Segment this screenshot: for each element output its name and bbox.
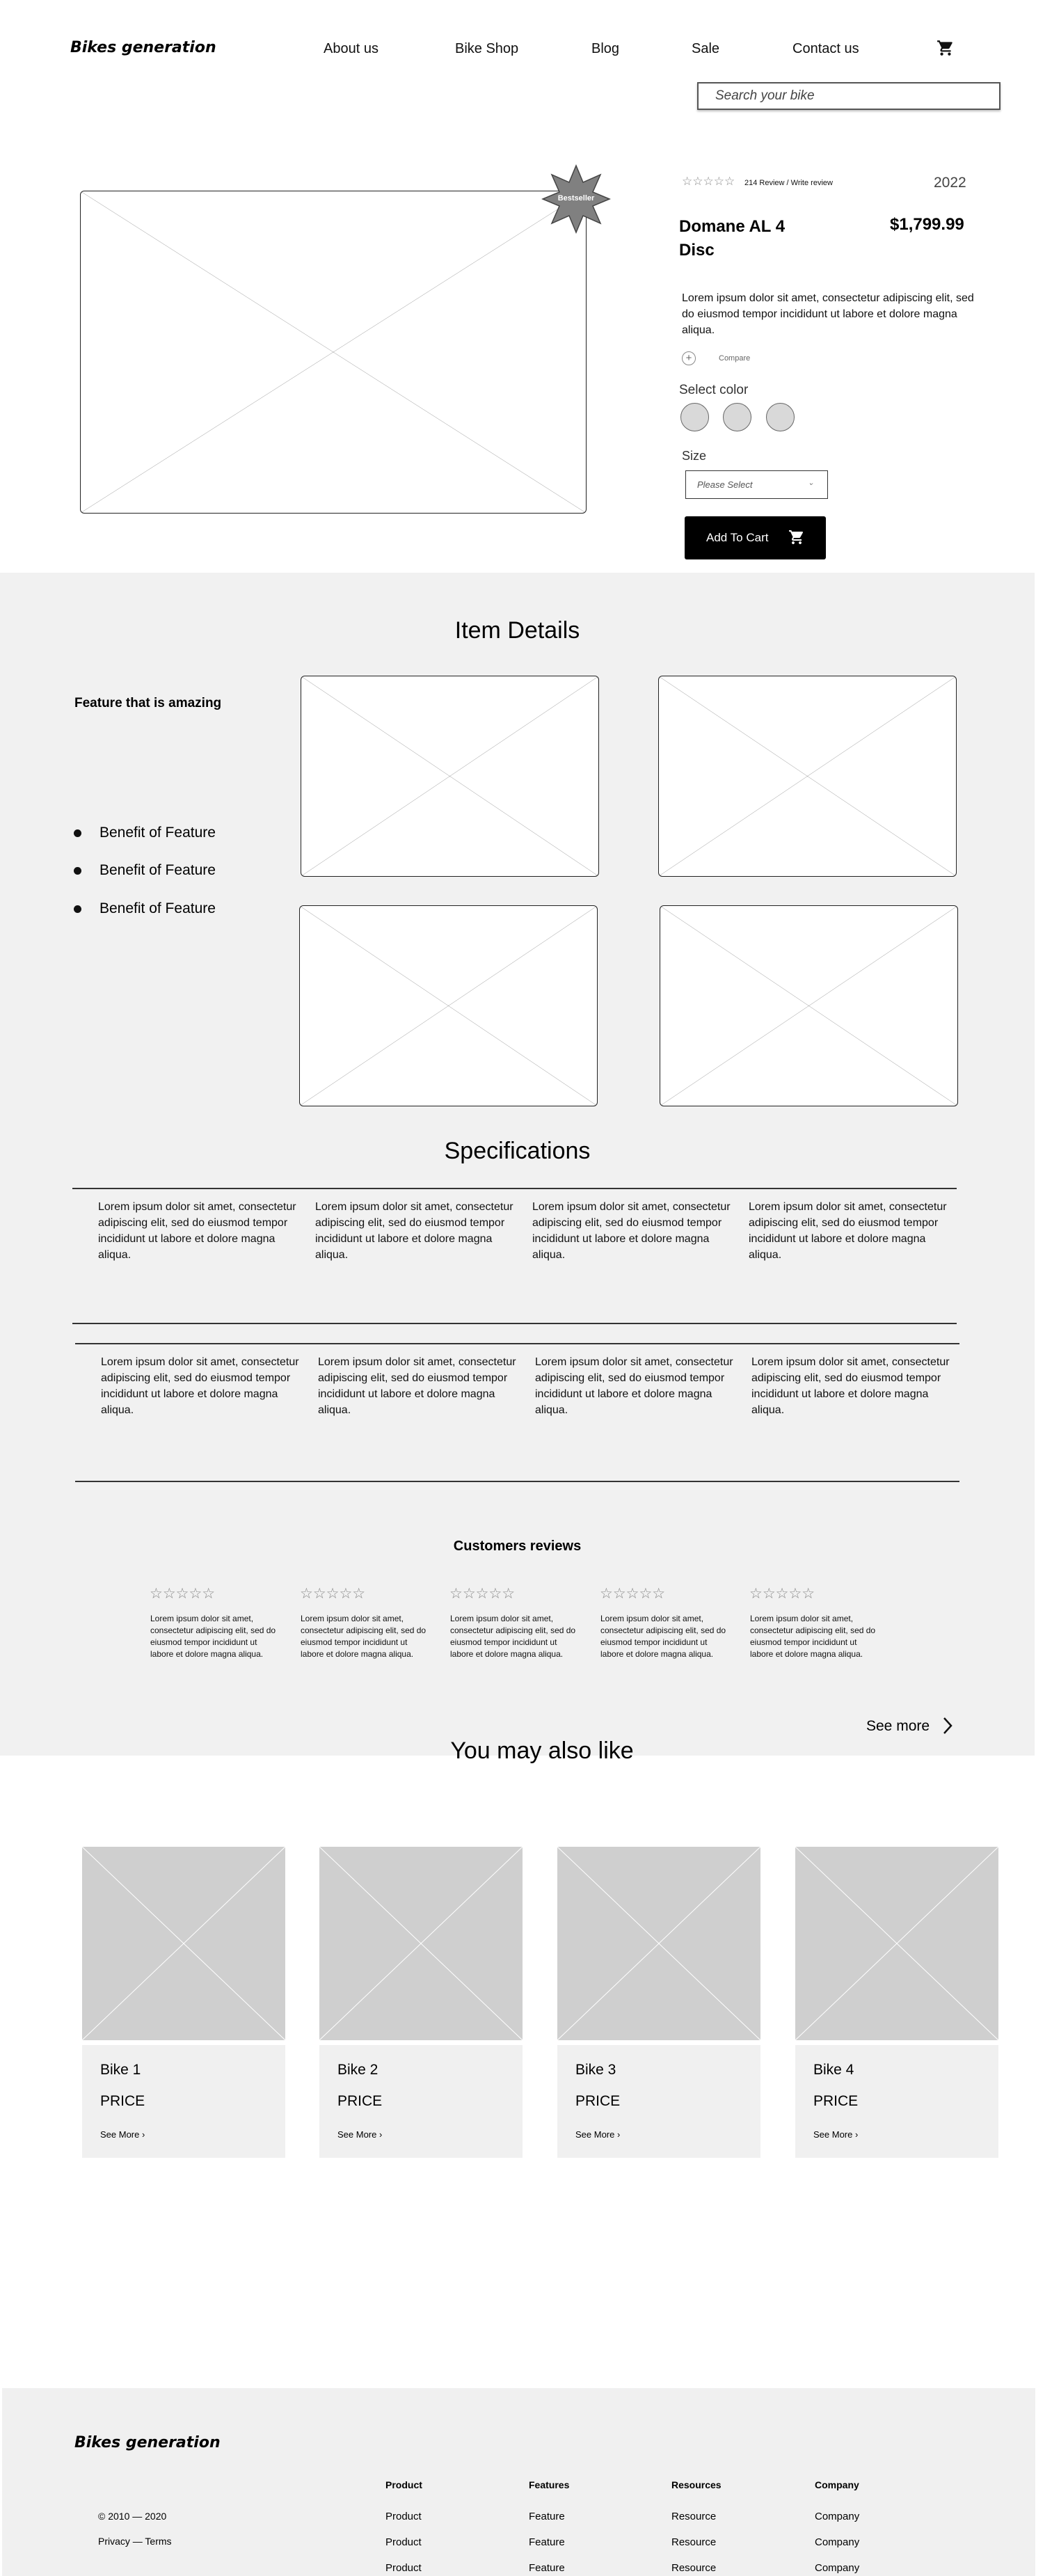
search-input[interactable] (697, 82, 1001, 110)
color-option-3[interactable] (766, 403, 795, 431)
footer-link[interactable]: Product (385, 2511, 422, 2522)
product-card[interactable] (557, 1847, 760, 2158)
see-more-label: See more (866, 1718, 930, 1734)
color-option-2[interactable] (723, 403, 751, 431)
product-card[interactable] (82, 1847, 285, 2158)
benefit-item: Benefit of Feature (99, 900, 216, 916)
item-details-title: Item Details (454, 617, 580, 644)
card-see-more-link[interactable]: See More › (337, 2129, 383, 2140)
footer-link[interactable]: Feature (529, 2511, 565, 2522)
bullet (74, 867, 81, 875)
related-title: You may also like (450, 1738, 634, 1764)
product-description: Lorem ipsum dolor sit amet, consectetur adipiscing elit, sed do eiusmod tempor incididunt ut labore et dolore magna aliqua. (682, 292, 974, 336)
benefit-item: Benefit of Feature (99, 825, 216, 841)
footer-link[interactable]: Feature (529, 2536, 565, 2548)
details-section (0, 573, 1035, 1756)
footer-link[interactable]: Resource (671, 2511, 717, 2522)
card-image (319, 1847, 523, 2040)
specifications-title: Specifications (444, 1138, 591, 1164)
footer-link[interactable]: Resource (671, 2562, 717, 2574)
card-name: Bike 2 (337, 2062, 378, 2078)
product-name: Domane AL 4 Disc (679, 217, 786, 260)
card-see-more-link[interactable]: See More › (100, 2129, 145, 2140)
footer (2, 2388, 1035, 2576)
detail-image-3 (299, 905, 598, 1106)
review-text: Lorem ipsum dolor sit amet, consectetur adipiscing elit, sed do eiusmod tempor incididunt ut labore et dolore magna aliqua. (600, 1614, 726, 1659)
footer-link[interactable]: Company (815, 2562, 860, 2574)
copyright: © 2010 — 2020 (98, 2511, 167, 2522)
review-stars: ☆☆☆☆☆ (300, 1585, 366, 1602)
review-stars: ☆☆☆☆☆ (600, 1585, 666, 1602)
product-card[interactable] (319, 1847, 523, 2158)
chevron-down-icon: ⌄ (808, 479, 815, 487)
card-body (319, 2045, 523, 2158)
card-price: PRICE (337, 2093, 383, 2109)
card-price: PRICE (100, 2093, 145, 2109)
card-body (82, 2045, 285, 2158)
color-option-1[interactable] (680, 403, 709, 431)
card-see-more-link[interactable]: See More › (575, 2129, 621, 2140)
footer-link[interactable]: Feature (529, 2562, 565, 2574)
size-select[interactable] (685, 470, 828, 499)
footer-column-heading: Company (815, 2479, 859, 2490)
footer-column-heading: Product (385, 2479, 422, 2490)
card-image (557, 1847, 760, 2040)
review-stars: ☆☆☆☆☆ (449, 1585, 516, 1602)
rating-stars: ☆☆☆☆☆ (682, 175, 735, 189)
footer-link[interactable]: Resource (671, 2536, 717, 2548)
card-image (82, 1847, 285, 2040)
reviews-link[interactable]: 214 Review / Write review (744, 179, 833, 187)
spec-cell: Lorem ipsum dolor sit amet, consectetur adipiscing elit, sed do eiusmod tempor incididunt ut labore et dolore magna aliqua. (315, 1201, 513, 1261)
card-body (795, 2045, 998, 2158)
reviews-title: Customers reviews (453, 1539, 582, 1554)
review-text: Lorem ipsum dolor sit amet, consectetur adipiscing elit, sed do eiusmod tempor incididunt ut labore et dolore magna aliqua. (450, 1614, 576, 1659)
card-see-more-link[interactable]: See More › (813, 2129, 859, 2140)
spec-cell: Lorem ipsum dolor sit amet, consectetur adipiscing elit, sed do eiusmod tempor incididunt ut labore et dolore magna aliqua. (101, 1356, 299, 1416)
spec-cell: Lorem ipsum dolor sit amet, consectetur adipiscing elit, sed do eiusmod tempor incididunt ut labore et dolore magna aliqua. (751, 1356, 950, 1416)
divider (75, 1343, 959, 1344)
product-card[interactable] (795, 1847, 998, 2158)
product-image (80, 191, 587, 514)
footer-link[interactable]: Company (815, 2536, 860, 2548)
add-to-cart-label: Add To Cart (706, 531, 769, 544)
compare-plus-icon[interactable]: + (682, 351, 696, 365)
spec-cell: Lorem ipsum dolor sit amet, consectetur adipiscing elit, sed do eiusmod tempor incididunt ut labore et dolore magna aliqua. (318, 1356, 516, 1416)
footer-link[interactable]: Product (385, 2562, 422, 2574)
divider (72, 1323, 957, 1324)
site-logo[interactable]: Bikes generation (70, 39, 216, 56)
footer-logo[interactable]: Bikes generation (74, 2434, 221, 2451)
model-year: 2022 (934, 175, 966, 191)
cart-icon[interactable] (936, 39, 955, 57)
review-text: Lorem ipsum dolor sit amet, consectetur adipiscing elit, sed do eiusmod tempor incididunt ut labore et dolore magna aliqua. (150, 1614, 276, 1659)
badge-label: Bestseller (557, 194, 595, 202)
product-price: $1,799.99 (890, 215, 964, 234)
compare-link[interactable]: Compare (719, 354, 751, 363)
nav-contact-us[interactable]: Contact us (792, 41, 859, 56)
nav-sale[interactable]: Sale (692, 41, 720, 56)
bestseller-badge (541, 164, 611, 234)
review-stars: ☆☆☆☆☆ (749, 1585, 815, 1602)
detail-image-1 (301, 676, 599, 877)
spec-cell: Lorem ipsum dolor sit amet, consectetur adipiscing elit, sed do eiusmod tempor incididunt ut labore et dolore magna aliqua. (535, 1356, 733, 1416)
bullet (74, 905, 81, 913)
bullet (74, 829, 81, 837)
size-select-value: Please Select (697, 479, 753, 490)
detail-image-2 (658, 676, 957, 877)
select-color-label: Select color (679, 383, 749, 397)
review-stars: ☆☆☆☆☆ (150, 1585, 216, 1602)
card-image (795, 1847, 998, 2040)
card-body (557, 2045, 760, 2158)
detail-image-4 (660, 905, 958, 1106)
review-text: Lorem ipsum dolor sit amet, consectetur adipiscing elit, sed do eiusmod tempor incididunt ut labore et dolore magna aliqua. (750, 1614, 876, 1659)
feature-heading: Feature that is amazing (74, 696, 222, 710)
legal-links[interactable]: Privacy — Terms (98, 2536, 172, 2547)
chevron-right-icon (941, 1715, 955, 1740)
nav-about-us[interactable]: About us (324, 41, 378, 56)
footer-column-heading: Resources (671, 2479, 722, 2490)
nav-blog[interactable]: Blog (591, 41, 620, 56)
add-to-cart-button[interactable] (685, 516, 826, 559)
divider (75, 1481, 959, 1482)
size-label: Size (682, 449, 707, 463)
spec-cell: Lorem ipsum dolor sit amet, consectetur adipiscing elit, sed do eiusmod tempor incididunt ut labore et dolore magna aliqua. (98, 1201, 296, 1261)
benefit-item: Benefit of Feature (99, 862, 216, 878)
footer-link[interactable]: Product (385, 2536, 422, 2548)
footer-column-heading: Features (529, 2479, 570, 2490)
cart-icon (788, 529, 806, 549)
card-name: Bike 3 (575, 2062, 616, 2078)
footer-link[interactable]: Company (815, 2511, 860, 2522)
review-text: Lorem ipsum dolor sit amet, consectetur adipiscing elit, sed do eiusmod tempor incididunt ut labore et dolore magna aliqua. (301, 1614, 427, 1659)
spec-cell: Lorem ipsum dolor sit amet, consectetur adipiscing elit, sed do eiusmod tempor incididunt ut labore et dolore magna aliqua. (532, 1201, 731, 1261)
card-price: PRICE (575, 2093, 621, 2109)
card-name: Bike 1 (100, 2062, 141, 2078)
nav-bike-shop[interactable]: Bike Shop (455, 41, 519, 56)
divider (72, 1188, 957, 1189)
see-more-reviews-link[interactable] (866, 1718, 930, 1735)
card-name: Bike 4 (813, 2062, 854, 2078)
spec-cell: Lorem ipsum dolor sit amet, consectetur adipiscing elit, sed do eiusmod tempor incididunt ut labore et dolore magna aliqua. (749, 1201, 947, 1261)
card-price: PRICE (813, 2093, 859, 2109)
